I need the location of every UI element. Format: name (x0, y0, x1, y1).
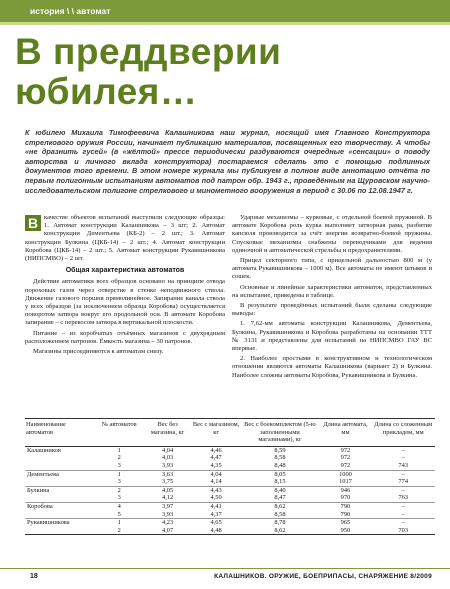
table-body (25, 446, 435, 535)
table-header-row (25, 419, 435, 447)
page-number: 18 (30, 573, 38, 580)
table-cell: 4,50 (192, 494, 241, 502)
table-cell-name (25, 511, 95, 519)
table-cell: – (401, 446, 405, 454)
table-header-cell: Длина со сложенным прикладом, мм (371, 419, 435, 447)
table-cell: 1017 (319, 478, 371, 486)
spec-table (25, 418, 435, 535)
paragraph: Питание – из коробчатых отъёмных магазинов с двухрядным расположением патронов. Ёмкость магазина – 30 патронов. (25, 329, 225, 345)
table-header-cell: Вес с боекомплектом (5-ю заполненными магазинами), кг (240, 419, 319, 447)
paragraph: 2. Наиболее простыми в конструктивном и технологическом отношении являются автоматы Калашникова (вариант 2) и Булкина. Наиболее сложны автоматы Коробова, Рукавишникова и Булкина. (232, 355, 432, 379)
footer-divider (0, 568, 450, 569)
paragraph: Основные и линейные характеристики автоматов, представленных на испытание, приведены в таблице. (232, 283, 432, 299)
table-cell: 5 (95, 511, 143, 519)
table-row (25, 446, 435, 454)
table-cell: 8,62 (240, 527, 319, 535)
table-cell-name (25, 454, 95, 462)
table-cell: 3 (95, 494, 143, 502)
table-cell: 3,63 (162, 470, 174, 478)
table-cell: 8,58 (240, 511, 319, 519)
table-cell: 4,05 (162, 486, 174, 494)
table-cell: 8,48 (240, 462, 319, 470)
table-row (25, 462, 435, 470)
table-cell: 3,97 (162, 502, 174, 510)
footer-title: КАЛАШНИКОВ. ОРУЖИЕ, БОЕПРИПАСЫ, СНАРЯЖЕНИЕ 8/2009 (214, 573, 432, 580)
section-heading: Общая характеристика автоматов (65, 267, 185, 275)
paragraph: качестве объектов испытаний выступили следующие образцы: 1. Автомат конструкции Калашникова – 3 шт; 2. Автомат конструкции Дементьева (КБ-2) – 2 шт.; 3. Автомат конструкции Булкина (ЦКБ-14) – 2 шт.; 4. Автомат конструкции Коробова (ЦКБ-14) – 2 шт.; 5. Автомат конструкции Рукавишникова (НИПСМВО) – 2 шт. (25, 214, 225, 263)
table-cell: 4,12 (143, 494, 191, 502)
table-cell: 4,48 (192, 527, 241, 535)
table-cell: 972 (319, 462, 371, 470)
table-cell: 1 (117, 519, 121, 527)
table-cell: 8,05 (274, 470, 286, 478)
paragraph: В результате проведённых испытаний были сделаны следующие выводы: (232, 302, 432, 318)
table-cell: 950 (319, 527, 371, 535)
table-cell: 972 (340, 446, 351, 454)
table-cell: 790 (340, 502, 351, 510)
table-cell: 946 (340, 486, 351, 494)
table-cell: – (401, 519, 405, 527)
text-column-right (232, 214, 432, 382)
paragraph: Действие автоматики всех образцов основано на принципе отвода пороховых газов через отверстие в стенке неподвижного ствола. Движение газового поршня прямолинейное. Запирание канала ствола у всех образцов (за исключением образца Коробова) осуществляется поворотом затвора вокруг его продольной оси. В автомате Коробова запирание – с перекосом затвора в вертикальной плоскости. (25, 278, 225, 327)
text-column-left (25, 214, 225, 358)
table-header-cell: Длина автомата, мм (319, 419, 371, 447)
table-cell-name (25, 527, 95, 535)
table-cell-name: Дементьева (27, 470, 59, 478)
table-cell: – (401, 454, 405, 462)
headline-line-2: юбилея… (15, 71, 198, 112)
table-cell: 1 (117, 470, 121, 478)
table-cell: 4,07 (143, 527, 191, 535)
table-cell: 703 (371, 527, 435, 535)
table-cell: 8,59 (274, 446, 286, 454)
table-cell: 4 (117, 502, 121, 510)
spec-table-wrapper (25, 418, 435, 535)
table-cell: 4,04 (162, 446, 174, 454)
table-cell: 972 (340, 454, 351, 462)
section-label: история \ \ автомат (0, 0, 120, 22)
headline (15, 32, 435, 112)
lead-paragraph: К юбилею Михаила Тимофеевича Калашникова наш журнал, носящий имя Главного Конструктора стрелкового оружия России, начинает публикацию материалов, посвященных его творчеству. А чтобы «не дразнить гусей» (в «жёлтой» прессе периодически раздуваются очередные «сенсации» о поводу авторства и личного вклада конструктора) постараемся сделать это с помощью подлинных документов того времени. В этом номере журнала мы публикуем в полном виде аннотацию отчёта по первым полигонным испытаниям автоматов под патрон обр. 1943 г., проведённым на Щуровском научно-исследовательском полигоне стрелкового и минометного вооружения в период с 30.06 по 12.08.1947 г. (25, 128, 430, 195)
table-cell: – (401, 470, 405, 478)
table-cell: 970 (319, 494, 371, 502)
paragraph: Магазины присоединяются к автоматам снизу. (33, 348, 164, 356)
table-row (25, 511, 435, 519)
paragraph: 1. 7,62-мм автоматы конструкции Калашникова, Дементьева, Булкина, Рукавишникова и Коробова разработаны на основании ТТТ № 3131 и представлены для испытаний на НИПСМВО ГАУ ВС впервые. (232, 320, 432, 353)
table-cell: 1 (117, 446, 121, 454)
table-row (25, 486, 435, 494)
table-cell: 743 (371, 462, 435, 470)
table-row (25, 527, 435, 535)
table-cell: 4,14 (192, 478, 241, 486)
table-cell: 4,65 (210, 519, 222, 527)
table-header-cell: Наименование автоматов (25, 419, 95, 447)
table-cell: 8,78 (274, 519, 286, 527)
table-cell: 8,58 (274, 454, 286, 462)
table-cell: 3,93 (143, 462, 191, 470)
table-cell: 8,40 (274, 486, 286, 494)
table-cell-name: Коробова (27, 502, 53, 510)
table-cell: 3 (95, 462, 143, 470)
table-cell: 4,46 (210, 446, 222, 454)
table-cell: 4,37 (192, 511, 241, 519)
table-cell-name: Булкина (27, 486, 50, 494)
table-cell: 2 (117, 486, 121, 494)
table-cell: 774 (371, 478, 435, 486)
table-cell: 965 (340, 519, 351, 527)
table-cell: 8,47 (240, 494, 319, 502)
table-cell: 4,47 (210, 454, 222, 462)
table-cell: 4,35 (192, 462, 241, 470)
table-row (25, 519, 435, 527)
table-cell: 4,23 (162, 519, 174, 527)
table-cell: 2 (117, 454, 121, 462)
header-divider (0, 22, 450, 25)
table-cell: 3 (95, 478, 143, 486)
table-row (25, 478, 435, 486)
drop-cap: В (25, 215, 41, 231)
table-cell-name: Калашников (27, 446, 61, 454)
table-cell: 4,43 (210, 486, 222, 494)
table-header-cell: № автоматов (95, 419, 143, 447)
table-header-cell: Вес без магазина, кг (143, 419, 191, 447)
table-cell: 3,75 (143, 478, 191, 486)
table-cell-name (25, 494, 95, 502)
table-cell: 790 (319, 511, 371, 519)
table-cell: 4,41 (210, 502, 222, 510)
table-row (25, 470, 435, 478)
table-row (25, 494, 435, 502)
table-cell-name (25, 462, 95, 470)
table-cell: 763 (371, 494, 435, 502)
table-row (25, 502, 435, 510)
table-row (25, 454, 435, 462)
table-cell: 8,15 (240, 478, 319, 486)
table-cell: 1000 (339, 470, 352, 478)
table-cell: – (371, 511, 435, 519)
paragraph: Ударные механизмы – курковые, с отдельной боевой пружиной. В автомате Коробова роль курка выполняет затворная рама, разбитие капсюля производится за счёт энергии возвратно-боевой пружины. Спусковые механизмы снабжены переводчиками для ведения одиночной и автоматической стрельбы и предохранителями. (232, 214, 432, 254)
table-cell: 8,62 (274, 502, 286, 510)
table-header-cell: Вес с магазином, кг (192, 419, 241, 447)
paragraph: Прицел секторного типа, с прицельной дальностью 800 м (у автомата Рукавишникова – 1000 м). Все автоматы не имеют штыков и сошек. (232, 257, 432, 281)
table-cell: 4,03 (162, 454, 174, 462)
table-cell: 4,04 (210, 470, 222, 478)
table-cell: – (401, 502, 405, 510)
table-cell: 3,93 (143, 511, 191, 519)
table-cell-name: Рукавишникова (27, 519, 70, 527)
table-cell: 2 (95, 527, 143, 535)
table-cell: – (401, 486, 405, 494)
table-cell-name (25, 478, 95, 486)
headline-line-1: В преддверии (15, 31, 282, 72)
